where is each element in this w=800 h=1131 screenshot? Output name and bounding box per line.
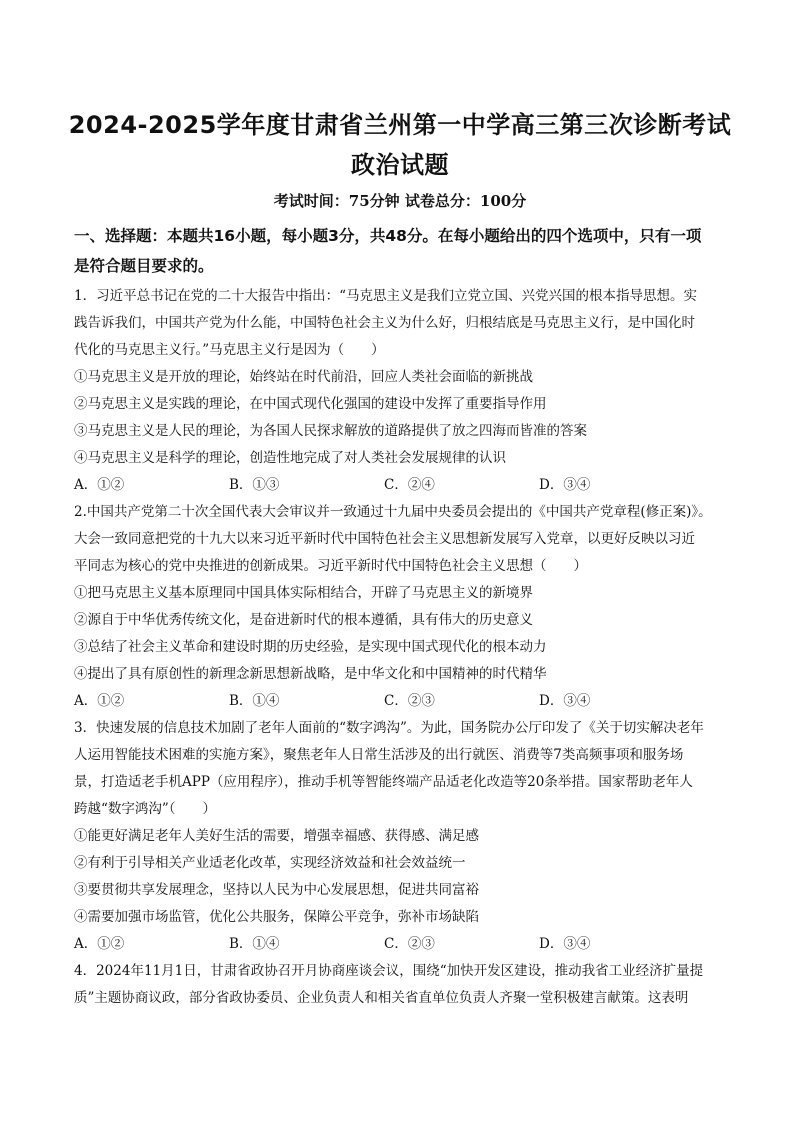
section-heading [74, 221, 734, 281]
question-3-line: 景，打造适老手机APP（应用程序），推动手机等智能终端产品适老化改造等20条举措。国家帮助老年人 [74, 774, 693, 790]
option-a: A．①② [74, 936, 125, 952]
question-2-options [74, 691, 694, 711]
question-1-statement: ①马克思主义是开放的理论，始终站在时代前沿，回应人类社会面临的新挑战 [74, 369, 533, 385]
question-1-options [74, 475, 694, 495]
question-2-statement: ③总结了社会主义革命和建设时期的历史经验，是实现中国式现代化的根本动力 [74, 639, 547, 655]
question-2-statement: ②源自于中华优秀传统文化，是奋进新时代的根本遵循，具有伟大的历史意义 [74, 612, 533, 628]
question-1-line: 代化的马克思主义行。”马克思主义行是因为（ ） [74, 342, 385, 358]
option-d: D．③④ [539, 693, 591, 709]
question-3-line: 3．快速发展的信息技术加剧了老年人面前的“数字鸿沟”。为此，国务院办公厅印发了《关于切实解决老年 [74, 720, 704, 736]
question-2-statement: ①把马克思主义基本原理同中国具体实际相结合，开辟了马克思主义的新境界 [74, 585, 533, 601]
question-2-line: 大会一致同意把党的十九大以来习近平新时代中国特色社会主义思想新发展写入党章，以更好反映以习近 [74, 531, 695, 547]
section-heading-line: 是符合题目要求的。 [74, 257, 214, 275]
option-b: B．①④ [229, 693, 280, 709]
question-3-statement: ②有利于引导相关产业适老化改革，实现经济效益和社会效益统一 [74, 855, 466, 871]
subject-title: 政治试题 [351, 151, 449, 179]
option-b: B．①④ [229, 936, 280, 952]
question-3-options [74, 934, 694, 954]
question-1-line: 践告诉我们，中国共产党为什么能，中国特色社会主义为什么好，归根结底是马克思主义行，是中国化时 [74, 315, 695, 331]
option-d: D．③④ [539, 477, 591, 493]
option-c: C．②③ [384, 693, 435, 709]
option-b: B．①③ [229, 477, 280, 493]
question-1-statement: ③马克思主义是人民的理论，为各国人民探求解放的道路提供了放之四海而皆准的答案 [74, 423, 587, 439]
option-d: D．③④ [539, 936, 591, 952]
question-2-statement: ④提出了具有原创性的新理念新思想新战略，是中华文化和中国精神的时代精华 [74, 666, 547, 682]
question-3-statement: ③要贯彻共享发展理念，坚持以人民为中心发展思想，促进共同富裕 [74, 882, 479, 898]
question-3-line: 人运用智能技术困难的实施方案》，聚焦老年人日常生活涉及的出行就医、消费等7类高频事项和服务场 [74, 747, 684, 763]
question-1-statement: ②马克思主义是实践的理论，在中国式现代化强国的建设中发挥了重要指导作用 [74, 396, 547, 412]
option-a: A．①② [74, 693, 125, 709]
question-1-line: 1．习近平总书记在党的二十大报告中指出：“马克思主义是我们立党立国、兴党兴国的根本指导思想。实 [74, 288, 697, 304]
option-c: C．②③ [384, 936, 435, 952]
question-2-line: 2.中国共产党第二十次全国代表大会审议并一致通过十九届中央委员会提出的《中国共产党章程(修正案)》。 [74, 504, 712, 520]
option-c: C．②④ [384, 477, 435, 493]
question-1-statement: ④马克思主义是科学的理论，创造性地完成了对人类社会发展规律的认识 [74, 450, 506, 466]
question-4-line: 质”主题协商议政，部分省政协委员、企业负责人和相关省直单位负责人齐聚一堂积极建言献策。这表明 [74, 990, 689, 1006]
question-3-line: 跨越“数字鸿沟”（ ） [74, 801, 217, 817]
question-4-line: 4．2024年11月1日，甘肃省政协召开月协商座谈会议，围绕“加快开发区建设，推动我省工业经济扩量提 [74, 963, 704, 979]
question-3-statement: ④需要加强市场监管，优化公共服务，保障公平竞争，弥补市场缺陷 [74, 909, 479, 925]
option-a: A．①② [74, 477, 125, 493]
exam-title: 2024-2025学年度甘肃省兰州第一中学高三第三次诊断考试 [68, 111, 732, 139]
question-2-line: 平同志为核心的党中央推进的创新成果。习近平新时代中国特色社会主义思想（ ） [74, 558, 587, 574]
section-heading-line: 一、选择题：本题共16小题，每小题3分，共48分。在每小题给出的四个选项中，只有一项 [74, 227, 702, 245]
question-3-statement: ①能更好满足老年人美好生活的需要，增强幸福感、获得感、满足感 [74, 828, 479, 844]
exam-info: 考试时间：75分钟 试卷总分：100分 [273, 192, 527, 210]
